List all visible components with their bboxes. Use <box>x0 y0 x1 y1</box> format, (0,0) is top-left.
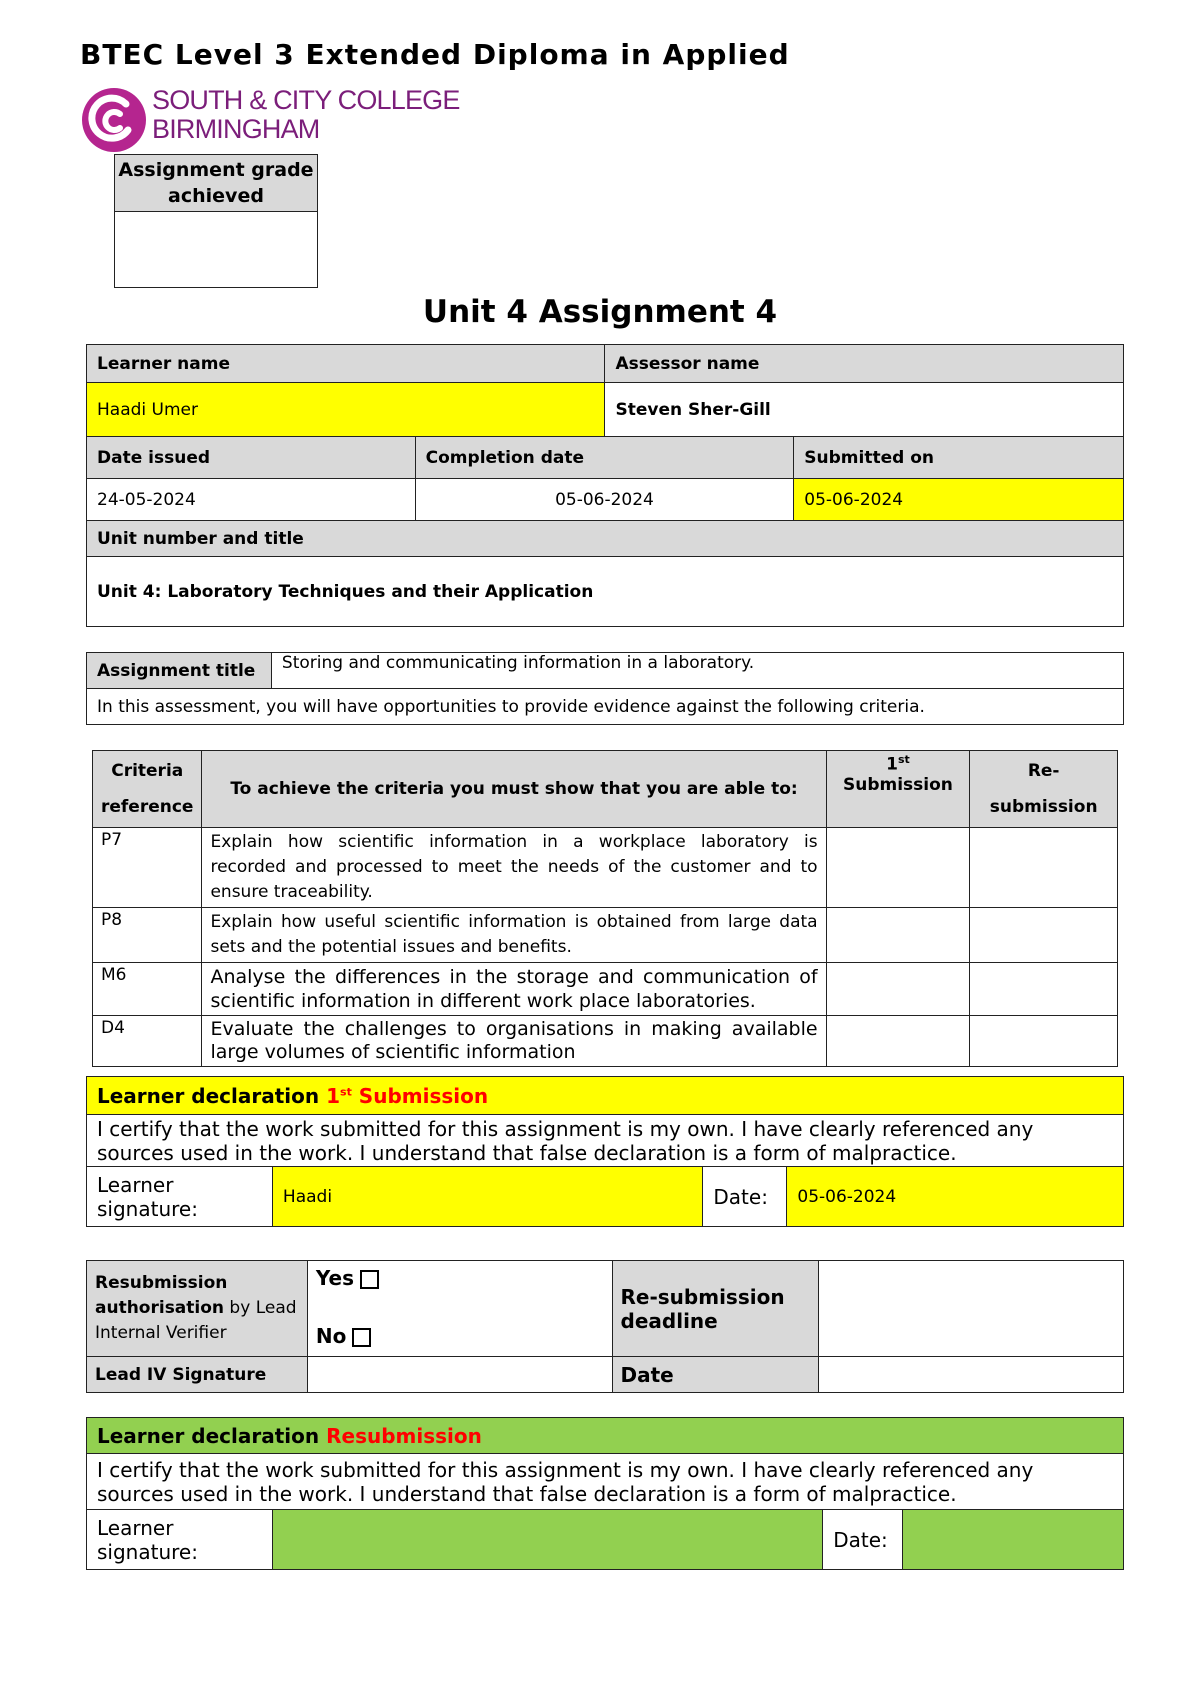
criteria-ref: M6 <box>93 963 202 1016</box>
criteria-first-mark[interactable] <box>826 828 970 908</box>
resubmission-deadline-label: Re-submission deadline <box>612 1261 819 1357</box>
first-submission-header <box>826 751 970 828</box>
resubmission-options <box>307 1261 612 1357</box>
criteria-resub-mark[interactable] <box>970 908 1118 963</box>
submitted-on-value[interactable]: 05-06-2024 <box>794 479 1124 521</box>
criteria-ref-header-line2: reference <box>101 797 194 817</box>
date-issued-label: Date issued <box>87 437 416 479</box>
criteria-first-mark[interactable] <box>826 963 970 1016</box>
grade-box <box>114 154 318 288</box>
criteria-ref: D4 <box>93 1016 202 1067</box>
criteria-desc: Explain how scientific information in a workplace laboratory is recorded and processed to meet the needs of the customer and to ensure traceability. <box>202 828 826 908</box>
criteria-note: In this assessment, you will have opportunities to provide evidence against the following criteria. <box>87 689 1124 725</box>
resubmission-deadline-value[interactable] <box>819 1261 1124 1357</box>
criteria-desc: Explain how useful scientific information is obtained from large data sets and the potential issues and benefits. <box>202 908 826 963</box>
completion-date-value[interactable]: 05-06-2024 <box>415 479 794 521</box>
declaration-first-title-ordinal: 1 <box>326 1083 341 1108</box>
assessor-name-value[interactable]: Steven Sher-Gill <box>605 383 1124 437</box>
criteria-first-mark[interactable] <box>826 908 970 963</box>
resubmission-no-option[interactable] <box>316 1321 604 1351</box>
declaration-resub-table <box>86 1417 1124 1570</box>
resub-signature-label-line2: signature: <box>97 1539 198 1564</box>
college-logo-text <box>152 86 460 144</box>
resubmission-header <box>970 751 1118 828</box>
college-name-line2: BIRMINGHAM <box>152 114 320 144</box>
assignment-title-table <box>86 652 1124 725</box>
resubmission-authorisation-rest: by Lead Internal Verifier <box>95 1298 297 1343</box>
criteria-desc: Evaluate the challenges to organisations in making available large volumes of scientific information <box>202 1016 826 1067</box>
declaration-date-value[interactable]: 05-06-2024 <box>787 1167 1124 1227</box>
criteria-ref-header <box>93 751 202 828</box>
criteria-table <box>92 750 1118 1067</box>
resubmission-header-line1: Re- <box>1027 761 1060 781</box>
lead-iv-signature-value[interactable] <box>307 1357 612 1393</box>
first-submission-suffix: st <box>897 753 910 766</box>
assignment-title: Unit 4 Assignment 4 <box>422 294 778 330</box>
learner-name-label: Learner name <box>87 345 605 383</box>
resubmission-authorisation-bold: Resubmission authorisation <box>95 1273 228 1318</box>
no-checkbox-icon[interactable] <box>352 1328 371 1347</box>
criteria-desc-header: To achieve the criteria you must show that you are able to: <box>202 751 826 828</box>
criteria-ref: P7 <box>93 828 202 908</box>
resub-date-label: Date: <box>823 1510 903 1570</box>
declaration-first-text: I certify that the work submitted for this assignment is my own. I have clearly referenced any sources used in the work. I understand that false declaration is a form of malpractice. <box>87 1115 1124 1167</box>
completion-date-label: Completion date <box>415 437 794 479</box>
criteria-ref-header-line1: Criteria <box>111 761 184 781</box>
resub-signature-label <box>87 1510 273 1570</box>
declaration-resub-title-b: Resubmission <box>326 1423 482 1448</box>
resubmission-authorisation-label <box>87 1261 308 1357</box>
learner-signature-value[interactable]: Haadi <box>272 1167 702 1227</box>
learner-signature-label <box>87 1167 273 1227</box>
declaration-first-title-suffix: st <box>340 1084 352 1098</box>
resubmission-header-line2: submission <box>989 797 1098 817</box>
document-heading: BTEC Level 3 Extended Diploma in Applied <box>80 38 790 71</box>
criteria-resub-mark[interactable] <box>970 828 1118 908</box>
resubmission-date-label: Date <box>612 1357 819 1393</box>
learner-signature-label-line1: Learner <box>97 1172 174 1197</box>
declaration-first-title <box>87 1077 1124 1115</box>
declaration-date-label: Date: <box>703 1167 787 1227</box>
resubmission-date-value[interactable] <box>819 1357 1124 1393</box>
resub-signature-value[interactable] <box>272 1510 822 1570</box>
lead-iv-signature-label: Lead IV Signature <box>87 1357 308 1393</box>
resubmission-yes-label: Yes <box>315 1266 355 1290</box>
criteria-resub-mark[interactable] <box>970 963 1118 1016</box>
first-submission-word: Submission <box>842 774 953 795</box>
resubmission-no-label: No <box>315 1324 347 1348</box>
yes-checkbox-icon[interactable] <box>360 1270 379 1289</box>
resub-signature-label-line1: Learner <box>97 1515 174 1540</box>
college-name-line1: SOUTH & CITY COLLEGE <box>152 85 460 115</box>
declaration-resub-title-a: Learner declaration <box>97 1423 327 1448</box>
criteria-desc: Analyse the differences in the storage and communication of scientific information in different work place laboratories. <box>202 963 826 1016</box>
declaration-first-table <box>86 1076 1124 1227</box>
grade-label: Assignment grade achieved <box>115 155 318 212</box>
grade-value[interactable] <box>115 212 318 288</box>
criteria-resub-mark[interactable] <box>970 1016 1118 1067</box>
learner-details-table <box>86 344 1124 627</box>
criteria-row <box>93 1016 1118 1067</box>
first-submission-ordinal: 1 <box>886 754 898 775</box>
declaration-first-title-a: Learner declaration <box>97 1083 327 1108</box>
unit-value[interactable]: Unit 4: Laboratory Techniques and their Application <box>87 557 1124 627</box>
criteria-row <box>93 963 1118 1016</box>
assignment-title-value: Storing and communicating information in a laboratory. <box>271 653 1123 689</box>
criteria-row <box>93 828 1118 908</box>
learner-name-value[interactable]: Haadi Umer <box>87 383 605 437</box>
assessor-name-label: Assessor name <box>605 345 1124 383</box>
criteria-first-mark[interactable] <box>826 1016 970 1067</box>
assignment-title-label: Assignment title <box>87 653 272 689</box>
college-logo <box>80 85 460 154</box>
resubmission-table <box>86 1260 1124 1393</box>
criteria-row <box>93 908 1118 963</box>
learner-signature-label-line2: signature: <box>97 1196 198 1221</box>
criteria-ref: P8 <box>93 908 202 963</box>
resub-date-value[interactable] <box>903 1510 1124 1570</box>
declaration-resub-title <box>87 1418 1124 1454</box>
declaration-first-title-b: Submission <box>351 1083 489 1108</box>
college-logo-mark-icon <box>80 86 148 154</box>
date-issued-value[interactable]: 24-05-2024 <box>87 479 416 521</box>
resubmission-yes-option[interactable] <box>316 1263 604 1293</box>
submitted-on-label: Submitted on <box>794 437 1124 479</box>
declaration-resub-text: I certify that the work submitted for this assignment is my own. I have clearly referenced any sources used in the work. I understand that false declaration is a form of malpractice. <box>87 1454 1124 1510</box>
unit-label: Unit number and title <box>87 521 1124 557</box>
